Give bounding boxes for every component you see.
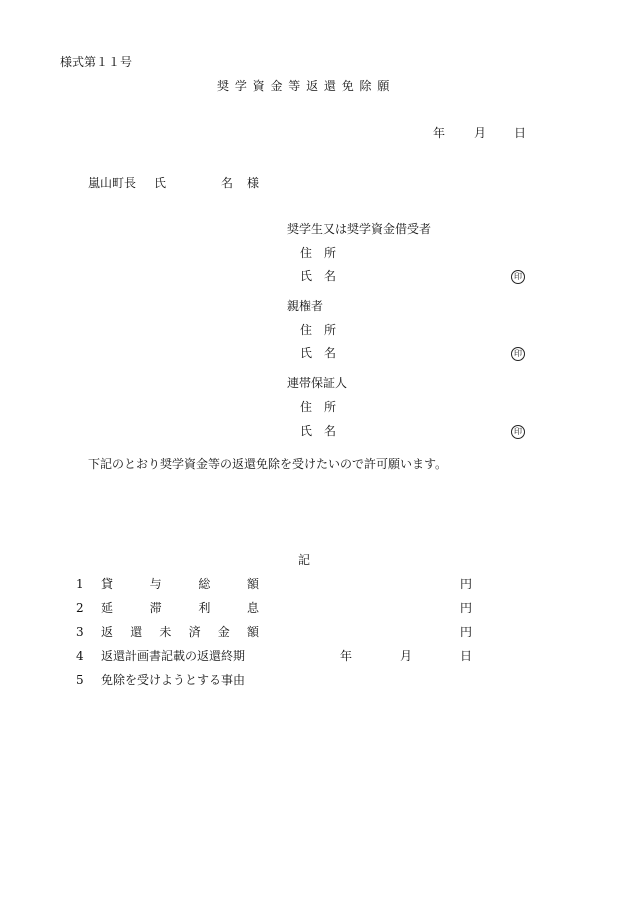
applicant-name-label: 氏 名 [300, 346, 337, 360]
item-number: 2 [76, 601, 84, 615]
ki-heading: 記 [298, 553, 311, 567]
applicant-name-label: 氏 名 [300, 424, 337, 438]
item-month-label: 月 [400, 649, 413, 663]
addressee-name-label-2: 名 [221, 176, 234, 190]
item-unit-yen: 円 [460, 625, 473, 639]
item-label-repayment-end: 返還計画書記載の返還終期 [101, 649, 246, 663]
form-number: 様式第１１号 [60, 55, 133, 69]
applicant-heading-guarantor: 連帯保証人 [287, 376, 348, 390]
item-label-loan-total: 貸 与 総 額 [101, 577, 259, 591]
seal-mark-guardian: 印 [511, 347, 525, 361]
item-label-late-interest: 延 滞 利 息 [101, 601, 259, 615]
addressee-honorific: 様 [247, 176, 260, 190]
document-title: 奨 学 資 金 等 返 還 免 除 願 [217, 79, 391, 93]
applicant-address-label: 住 所 [300, 246, 337, 260]
item-day-label: 日 [460, 649, 473, 663]
seal-mark-guarantor: 印 [511, 425, 525, 439]
addressee-name-label-1: 氏 [154, 176, 167, 190]
applicant-address-label: 住 所 [300, 323, 337, 337]
item-label-unpaid-amount: 返 還 未 済 金 額 [101, 625, 259, 639]
date-year-label: 年 [433, 126, 446, 140]
item-number: 3 [76, 625, 84, 639]
item-unit-yen: 円 [460, 577, 473, 591]
date-month-label: 月 [474, 126, 487, 140]
item-year-label: 年 [340, 649, 353, 663]
item-label-exemption-reason: 免除を受けようとする事由 [101, 673, 246, 687]
seal-mark-scholar: 印 [511, 270, 525, 284]
date-day-label: 日 [514, 126, 527, 140]
item-number: 1 [76, 577, 84, 591]
item-unit-yen: 円 [460, 601, 473, 615]
applicant-heading-scholar: 奨学生又は奨学資金借受者 [287, 222, 432, 236]
item-number: 4 [76, 649, 84, 663]
item-number: 5 [76, 673, 84, 687]
applicant-address-label: 住 所 [300, 400, 337, 414]
addressee-mayor: 嵐山町長 [88, 176, 137, 190]
applicant-heading-guardian: 親権者 [287, 299, 324, 313]
request-text: 下記のとおり奨学資金等の返還免除を受けたいので許可願います。 [88, 457, 448, 471]
applicant-name-label: 氏 名 [300, 269, 337, 283]
